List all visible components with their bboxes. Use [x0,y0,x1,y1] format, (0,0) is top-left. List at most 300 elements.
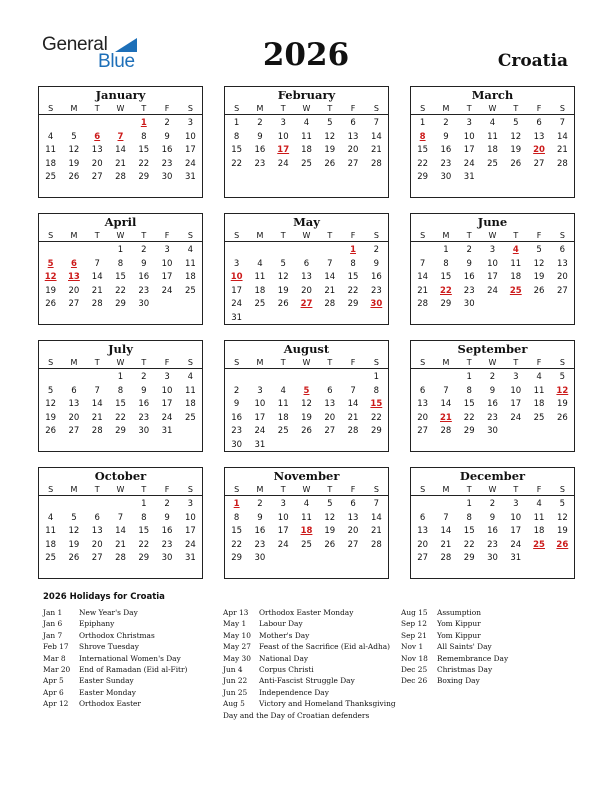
weekday-label: S [373,231,379,240]
holiday-date-label: Dec 25 [401,664,428,674]
day-cell: 3 [257,385,263,396]
day-cell: 31 [184,172,196,183]
holiday-date-label: Jan 6 [43,619,63,629]
holiday-row [223,675,396,686]
day-cell: 12 [324,131,336,142]
days-grid [225,498,388,566]
day-cell: 16 [161,526,173,537]
day-cell: 28 [556,158,568,169]
day-cell: 21 [115,158,126,169]
day-cell: 23 [463,285,475,296]
day-cell: 30 [138,299,150,310]
day-cell: 25 [254,299,266,310]
day-cell: 10 [510,512,522,523]
weekday-label: F [350,485,356,494]
day-cell: 15 [138,526,150,537]
day-cell: 20 [347,526,359,537]
day-cell: 7 [443,512,449,523]
holiday-date-label: Sep 12 [401,619,427,629]
day-cell: 17 [463,145,475,156]
day-cell: 5 [327,118,333,128]
day-cell: 23 [487,539,498,550]
day-cell: 7 [443,385,449,396]
day-cell: 1 [419,118,426,128]
day-cell: 3 [466,118,472,128]
day-cell: 18 [510,272,522,283]
weekday-label: T [513,485,519,494]
empty-cell [411,371,434,385]
logo-text-general: General [42,34,108,55]
day-cell: 30 [231,439,243,450]
day-cell: 8 [233,512,240,523]
empty-cell [62,498,85,512]
day-cell: 6 [419,385,426,396]
holiday-row [43,630,187,641]
holiday-date: 1 [350,245,357,255]
day-cell: 3 [187,118,194,128]
day-cell: 7 [373,499,380,509]
day-cell: 2 [443,118,449,128]
month-name: December [459,469,526,483]
day-cell: 28 [440,426,452,437]
weekday-header [39,357,202,368]
day-cell: 2 [489,372,496,382]
header-divider [225,114,388,115]
weekday-label: F [350,358,356,367]
day-cell: 29 [115,299,126,310]
day-cell: 1 [233,118,240,128]
day-cell: 18 [301,145,312,156]
day-cell: 24 [487,285,498,296]
day-cell: 18 [184,399,196,410]
day-cell: 13 [324,399,336,410]
holiday-row [43,641,187,652]
day-cell: 23 [161,539,173,550]
empty-cell [434,371,457,385]
day-cell: 10 [277,512,289,523]
day-cell: 8 [466,385,472,396]
day-cell: 23 [231,426,243,437]
day-cell: 13 [91,145,103,156]
day-cell: 29 [463,553,475,564]
day-cell: 2 [164,118,170,128]
day-cell: 3 [513,499,519,509]
day-cell: 15 [115,272,126,283]
day-cell: 22 [138,539,150,550]
day-cell: 4 [280,385,286,396]
day-cell: 18 [277,412,289,423]
weekday-label: F [536,104,542,113]
empty-cell [248,244,271,258]
holiday-date: 5 [47,258,54,269]
day-cell: 9 [443,131,449,142]
day-cell: 15 [231,526,243,537]
day-cell: 4 [303,118,310,128]
day-cell: 15 [231,145,243,156]
holiday-date: 25 [533,539,545,550]
holiday-date-label: Mar 8 [43,653,66,663]
day-cell: 6 [350,499,356,509]
day-cell: 13 [417,399,429,410]
weekday-label: W [116,485,125,494]
day-cell: 19 [510,145,522,156]
weekday-label: S [48,231,54,240]
day-cell: 21 [440,539,452,550]
day-cell: 12 [45,399,57,410]
day-cell: 8 [373,385,380,396]
weekday-header [225,484,388,495]
holiday-name-label: Corpus Christi [259,664,314,674]
holiday-name-label: Assumption [437,608,481,617]
weekday-label: T [94,358,100,367]
header-divider [39,114,202,115]
weekday-label: M [256,104,264,113]
day-cell: 19 [556,399,568,410]
weekday-label: T [141,231,147,240]
day-cell: 16 [231,412,243,423]
days-grid [411,371,574,439]
day-cell: 28 [417,299,429,310]
holiday-name-label: Anti-Fascist Struggle Day [259,676,355,686]
empty-cell [86,117,109,131]
day-cell: 21 [370,526,382,537]
holiday-date: 18 [300,526,313,537]
weekday-label: M [70,231,78,240]
weekday-label: S [234,485,240,494]
day-cell: 9 [466,258,472,269]
day-cell: 24 [510,539,522,550]
day-cell: 14 [440,526,452,537]
month-name: September [457,342,528,356]
day-cell: 25 [533,412,545,423]
weekday-label: S [187,104,193,113]
holiday-row [223,687,396,698]
holiday-date: 26 [556,539,569,550]
day-cell: 8 [117,385,124,396]
holiday-row [223,607,396,618]
day-cell: 23 [138,285,150,296]
days-grid [411,117,574,185]
holiday-date-label: Nov 1 [401,642,424,652]
day-cell: 15 [440,272,452,283]
day-cell: 2 [257,499,263,509]
header-divider [411,114,574,115]
day-cell: 28 [370,158,382,169]
day-cell: 4 [257,258,263,269]
empty-cell [411,498,434,512]
day-cell: 23 [370,285,382,296]
day-cell: 6 [327,385,333,396]
empty-cell [39,244,62,258]
day-cell: 12 [556,512,568,523]
day-cell: 11 [184,258,196,269]
day-cell: 28 [91,299,103,310]
weekday-header [39,484,202,495]
day-cell: 27 [556,285,568,296]
day-cell: 12 [301,399,312,410]
weekday-label: S [48,104,54,113]
weekday-label: F [164,104,170,113]
day-cell: 18 [254,285,266,296]
weekday-label: W [116,358,125,367]
empty-cell [225,244,248,258]
days-grid [39,371,202,439]
day-cell: 19 [556,526,568,537]
weekday-label: T [141,485,147,494]
day-cell: 11 [301,512,312,523]
weekday-label: M [70,358,78,367]
weekday-header [411,103,574,114]
month-name: May [293,215,320,229]
day-cell: 12 [510,131,522,142]
holiday-date-label: Sep 21 [401,630,427,640]
day-cell: 11 [45,526,57,537]
day-cell: 17 [184,145,196,156]
holiday-date: 17 [277,145,290,156]
day-cell: 24 [510,412,522,423]
days-grid [225,117,388,171]
day-cell: 20 [347,145,359,156]
day-cell: 24 [231,299,243,310]
day-cell: 10 [487,258,498,269]
day-cell: 17 [184,526,196,537]
weekday-label: T [466,358,472,367]
holiday-row [43,607,187,618]
holiday-name-label: Orthodox Christmas [79,630,155,640]
day-cell: 2 [164,499,170,509]
day-cell: 2 [257,118,263,128]
weekday-label: T [466,485,472,494]
holiday-date: 12 [556,385,569,396]
header-divider [39,495,202,496]
day-cell: 4 [187,245,194,255]
day-cell: 24 [277,539,289,550]
weekday-label: F [536,485,542,494]
day-cell: 4 [187,372,194,382]
day-cell: 7 [419,258,426,269]
day-cell: 3 [164,372,170,382]
day-cell: 19 [533,272,545,283]
holiday-date: 6 [70,258,77,269]
day-cell: 22 [231,539,243,550]
day-cell: 8 [443,258,449,269]
day-cell: 30 [487,426,498,437]
day-cell: 26 [45,299,57,310]
holiday-name-label: Feast of the Sacrifice (Eid al-Adha) [259,642,391,652]
day-cell: 8 [233,131,240,142]
weekday-label: W [488,231,497,240]
day-cell: 21 [370,145,382,156]
day-cell: 17 [277,526,289,537]
day-cell: 6 [419,512,426,523]
day-cell: 10 [161,258,173,269]
holiday-column [223,607,396,721]
day-cell: 23 [487,412,498,423]
day-cell: 1 [141,499,147,509]
weekday-label: F [164,358,170,367]
holiday-name-label: New Year's Day [79,608,138,617]
holiday-date: 22 [440,285,452,296]
day-cell: 27 [68,299,80,310]
month-name: January [95,88,146,102]
day-cell: 18 [487,145,498,156]
holiday-name-label: Orthodox Easter [79,699,141,709]
month-name: March [471,88,514,102]
day-cell: 14 [115,526,126,537]
weekday-label: M [256,485,264,494]
holiday-row [401,675,508,686]
holiday-row [223,618,396,629]
day-cell: 22 [138,158,150,169]
day-cell: 30 [463,299,475,310]
holiday-date-label: Mar 20 [43,664,71,674]
weekday-label: M [442,485,450,494]
weekday-label: T [280,358,286,367]
weekday-label: S [187,358,193,367]
day-cell: 9 [164,131,170,142]
day-cell: 29 [138,553,150,564]
weekday-label: T [94,104,100,113]
weekday-label: S [187,485,193,494]
weekday-label: T [466,231,472,240]
day-cell: 24 [463,158,475,169]
day-cell: 5 [71,512,77,523]
holidays-title: 2026 Holidays for Croatia [43,592,165,602]
month-name: February [277,88,336,102]
weekday-label: F [536,358,542,367]
day-cell: 5 [280,258,286,269]
day-cell: 13 [68,399,80,410]
day-cell: 26 [533,285,545,296]
day-cell: 18 [533,399,545,410]
weekday-label: M [442,104,450,113]
empty-cell [225,371,248,385]
day-cell: 13 [533,131,545,142]
holiday-row [401,618,508,629]
empty-cell [39,371,62,385]
holiday-date: 13 [68,272,80,283]
day-cell: 20 [68,412,80,423]
day-cell: 10 [184,131,196,142]
day-cell: 13 [347,131,359,142]
day-cell: 6 [94,512,100,523]
day-cell: 4 [303,499,310,509]
day-cell: 16 [487,399,498,410]
holiday-name-label: End of Ramadan (Eid al-Fitr) [79,664,188,674]
weekday-label: T [280,485,286,494]
day-cell: 12 [68,145,80,156]
day-cell: 5 [71,131,77,142]
day-cell: 3 [233,258,240,269]
day-cell: 9 [373,258,380,269]
day-cell: 10 [277,131,289,142]
weekday-label: S [420,485,426,494]
day-cell: 28 [115,172,126,183]
day-cell: 14 [115,145,126,156]
weekday-label: F [350,104,356,113]
holiday-date: 7 [117,131,124,142]
holiday-date-label: Jan 7 [43,630,63,640]
weekday-label: W [302,231,311,240]
day-cell: 29 [440,299,452,310]
holiday-row [43,664,187,675]
holiday-date-label: May 30 [223,653,251,663]
month-calendar-april [38,213,203,325]
holiday-row [401,653,508,664]
weekday-header [225,230,388,241]
holiday-date: 8 [419,131,426,142]
day-cell: 6 [71,385,77,396]
holiday-name-label: Epiphany [79,619,115,629]
empty-cell [86,498,109,512]
day-cell: 9 [164,512,170,523]
holiday-row [43,687,187,698]
day-cell: 31 [463,172,475,183]
day-cell: 5 [559,499,566,509]
holiday-date-label: Nov 18 [401,653,428,663]
empty-cell [295,244,318,258]
day-cell: 31 [231,312,243,323]
weekday-label: F [164,485,170,494]
day-cell: 15 [347,272,359,283]
holiday-name-label: Labour Day [259,619,303,629]
day-cell: 31 [254,439,266,450]
day-cell: 14 [324,272,336,283]
day-cell: 18 [184,272,196,283]
day-cell: 26 [324,158,336,169]
day-cell: 9 [141,258,147,269]
day-cell: 23 [254,158,266,169]
day-cell: 8 [141,131,147,142]
header-divider [225,241,388,242]
holiday-date-label: Apr 12 [43,699,69,709]
day-cell: 16 [138,272,150,283]
day-cell: 9 [489,512,496,523]
header-divider [225,495,388,496]
day-cell: 13 [556,258,568,269]
day-cell: 22 [347,285,359,296]
weekday-label: S [373,104,379,113]
days-grid [39,498,202,566]
empty-cell [295,371,318,385]
day-cell: 12 [533,258,545,269]
day-cell: 30 [487,553,498,564]
day-cell: 17 [231,285,243,296]
holiday-date-label: Aug 15 [401,608,428,617]
day-cell: 21 [417,285,429,296]
day-cell: 19 [45,285,57,296]
weekday-label: S [234,104,240,113]
day-cell: 21 [556,145,568,156]
day-cell: 1 [466,372,472,382]
weekday-label: S [559,104,565,113]
day-cell: 17 [161,399,173,410]
logo-text-blue: Blue [98,51,135,72]
weekday-label: F [536,231,542,240]
weekday-label: T [141,104,147,113]
holiday-date-label: Jan 1 [43,608,63,617]
month-calendar-october [38,467,203,579]
month-name: April [104,215,137,229]
day-cell: 29 [370,426,382,437]
day-cell: 5 [327,499,333,509]
day-cell: 20 [68,285,80,296]
month-name: August [283,342,330,356]
day-cell: 22 [115,412,126,423]
day-cell: 11 [184,385,196,396]
weekday-label: T [513,231,519,240]
day-cell: 11 [277,399,289,410]
